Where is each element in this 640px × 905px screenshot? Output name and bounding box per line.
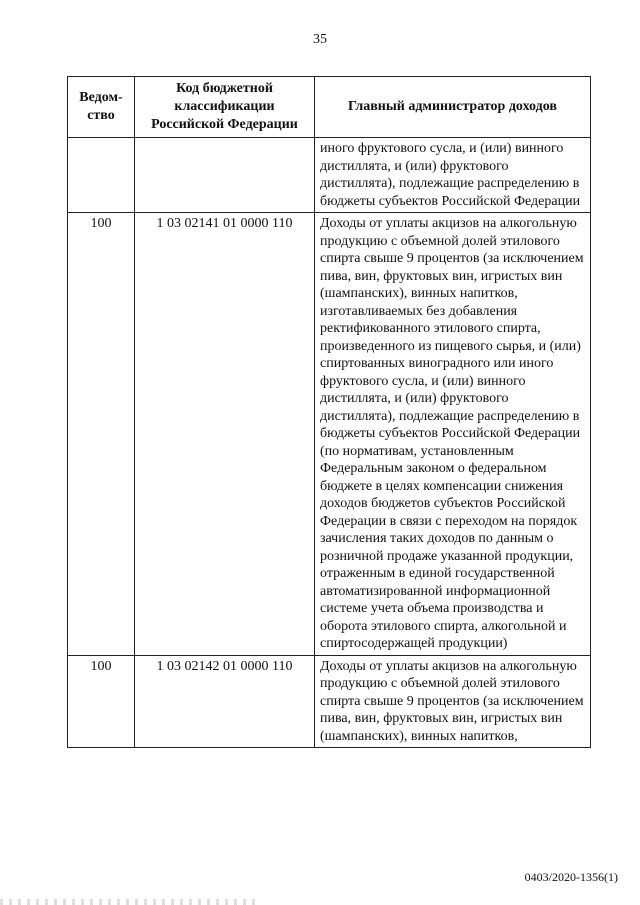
page-number: 35 bbox=[313, 32, 327, 47]
table-row bbox=[68, 138, 591, 213]
budget-classification-table bbox=[67, 76, 591, 748]
row-description: Доходы от уплаты акцизов на алкогольную продукцию с объемной долей этилового спирта свыше 9 процентов (за исключением пива, вин, фруктовых вин, игристых вин (шампанских), винных напитков, изготавливаемых без добавления ректификованного этилового спирта, произведенного из пищевого сырья, и (или) спиртованных виноградного или иного фруктового сусла, и (или) винного дистиллята, и (или) фруктового дистиллята), подлежащие распределению в бюджеты субъектов Российской Федерации (по нормативам, установленным Федеральным законом о федеральном бюджете в целях компенсации снижения доходов бюджетов субъектов Российской Федерации в связи с переходом на порядок зачисления таких доходов по данным о розничной продаже указанной продукции, отраженным в единой государственной автоматизированной информационной системе учета объема производства и оборота этилового спирта, алкогольной и спиртосодержащей продукции) bbox=[315, 213, 591, 656]
row-code: 1 03 02141 01 0000 110 bbox=[135, 213, 315, 656]
row-agency: 100 bbox=[68, 655, 135, 748]
table-header-row bbox=[68, 77, 591, 138]
header-code: Код бюджетной классификации Российской Федерации bbox=[135, 77, 315, 138]
row-agency: 100 bbox=[68, 213, 135, 656]
row-code: 1 03 02142 01 0000 110 bbox=[135, 655, 315, 748]
scan-artifact bbox=[0, 899, 260, 905]
document-number: 0403/2020-1356(1) bbox=[524, 870, 618, 884]
row-agency bbox=[68, 138, 135, 213]
table-row bbox=[68, 655, 591, 748]
table-row bbox=[68, 213, 591, 656]
header-administrator: Главный администратор доходов bbox=[315, 77, 591, 138]
row-description: иного фруктового сусла, и (или) винного дистиллята, и (или) фруктового дистиллята), подлежащие распределению в бюджеты субъектов Российской Федерации bbox=[315, 138, 591, 213]
row-code bbox=[135, 138, 315, 213]
header-agency: Ведом-ство bbox=[68, 77, 135, 138]
row-description: Доходы от уплаты акцизов на алкогольную продукцию с объемной долей этилового спирта свыше 9 процентов (за исключением пива, вин, фруктовых вин, игристых вин (шампанских), винных напитков, bbox=[315, 655, 591, 748]
